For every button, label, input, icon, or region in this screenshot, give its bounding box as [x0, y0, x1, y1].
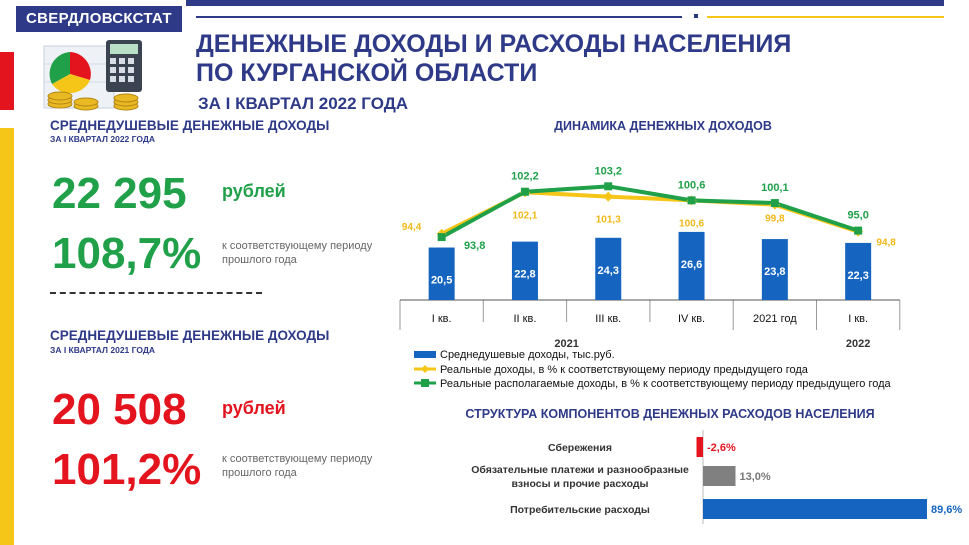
chart1-real-income-label: 94,8	[876, 237, 896, 249]
chart1-category-label: I кв.	[431, 313, 452, 325]
income-2022-unit: рублей	[222, 181, 286, 201]
chart1-disposable-income-label: 103,2	[594, 165, 623, 178]
page-title-line2: ПО КУРГАНСКОЙ ОБЛАСТИ	[196, 59, 538, 87]
chart1-real-income-label: 94,4	[401, 221, 422, 233]
income-2021-amount: 20 508	[52, 385, 187, 434]
chart2-category-label: Обязательные платежи и разнообразные	[471, 464, 689, 476]
chart1-bar-label: 26,6	[680, 258, 703, 271]
chart1-disposable-income-label: 100,1	[761, 182, 789, 195]
chart1-disposable-income-label: 95,0	[847, 209, 869, 222]
brand-label: СВЕРДЛОВСКСТАТ	[16, 6, 182, 32]
chart1-category-label: II кв.	[513, 313, 537, 325]
chart1-category-label: 2021 год	[753, 313, 797, 325]
income-2022-note: к соответствующему периоду прошлого года	[222, 240, 373, 266]
chart1-disposable-income-label: 100,6	[677, 179, 706, 192]
chart2-value-label: 89,6%	[931, 504, 963, 516]
chart1-bar-label: 23,8	[764, 266, 786, 279]
chart1-bar-label: 24,3	[597, 264, 619, 277]
chart1-real-income-line	[442, 192, 859, 234]
chart1-category-label: IV кв.	[677, 313, 706, 325]
chart1-disposable-income-label: 102,2	[511, 170, 539, 183]
chart1-legend-label: Реальные доходы, в % к соответствующему периоду предыдущего года	[440, 364, 808, 376]
chart1-category-label: III кв.	[595, 313, 622, 325]
chart1-real-income-label: 101,3	[595, 214, 621, 226]
chart1-disposable-income-point	[604, 182, 612, 190]
income-2021-heading: СРЕДНЕДУШЕВЫЕ ДЕНЕЖНЫЕ ДОХОДЫ	[50, 328, 330, 343]
chart1-category-label: I кв.	[848, 313, 869, 325]
chart1-disposable-income-point	[438, 233, 446, 241]
chart1-disposable-income-label: 93,8	[463, 240, 486, 253]
chart1-legend-label: Среднедушевые доходы, тыс.руб.	[440, 349, 615, 361]
chart2-title: СТРУКТУРА КОМПОНЕНТОВ ДЕНЕЖНЫХ РАСХОДОВ НАСЕЛЕНИЯ	[465, 407, 875, 421]
chart1-real-income-point	[603, 192, 613, 202]
chart1-disposable-income-point	[854, 227, 862, 235]
chart2-bar	[703, 499, 927, 519]
chart1-group-label: 2021	[554, 338, 579, 350]
chart1-legend-bar-swatch	[414, 351, 436, 358]
income-2021-note: к соответствующему периоду прошлого года	[222, 453, 373, 479]
income-2021-unit: рублей	[222, 398, 286, 418]
income-2022-heading: СРЕДНЕДУШЕВЫЕ ДЕНЕЖНЫЕ ДОХОДЫ	[50, 118, 330, 133]
chart1-group-label: 2022	[845, 338, 871, 350]
page-title-line1: ДЕНЕЖНЫЕ ДОХОДЫ И РАСХОДЫ НАСЕЛЕНИЯ	[196, 30, 792, 58]
chart1-bar-label: 22,8	[514, 268, 536, 281]
chart1-legend-disposable-marker	[421, 379, 429, 387]
income-2022-subheading: ЗА I КВАРТАЛ 2022 ГОДА	[50, 134, 156, 144]
chart2-value-label: -2,6%	[707, 442, 736, 454]
income-2021-subheading: ЗА I КВАРТАЛ 2021 ГОДА	[50, 345, 156, 355]
chart1-bar-label: 22,3	[847, 269, 869, 282]
chart1-disposable-income-point	[521, 188, 529, 196]
chart1-title: ДИНАМИКА ДЕНЕЖНЫХ ДОХОДОВ	[554, 119, 772, 133]
income-2022-percent: 108,7%	[52, 229, 202, 278]
chart2-bar	[703, 466, 736, 486]
income-2022-amount: 22 295	[52, 169, 187, 218]
chart2-category-label: взносы и прочие расходы	[511, 478, 649, 490]
income-2021-percent: 101,2%	[52, 445, 202, 494]
chart1-legend-label: Реальные располагаемые доходы, в % к соответствующему периоду предыдущего года	[440, 378, 891, 390]
chart1-bar-label: 20,5	[430, 274, 453, 287]
chart1-disposable-income-point	[771, 199, 779, 207]
chart1-real-income-label: 99,8	[765, 213, 785, 225]
chart1-disposable-income-line	[442, 186, 859, 237]
chart1-legend-real-marker	[421, 365, 429, 373]
chart2-category-label: Потребительские расходы	[510, 504, 650, 516]
chart1-real-income-label: 102,1	[512, 210, 538, 222]
period-title: ЗА I КВАРТАЛ 2022 ГОДА	[198, 94, 409, 113]
chart1-real-income-label: 100,6	[679, 218, 705, 230]
chart2-bar	[697, 437, 704, 457]
chart2-category-label: Сбережения	[548, 442, 612, 454]
chart1-disposable-income-point	[688, 196, 696, 204]
chart2-value-label: 13,0%	[739, 471, 771, 483]
